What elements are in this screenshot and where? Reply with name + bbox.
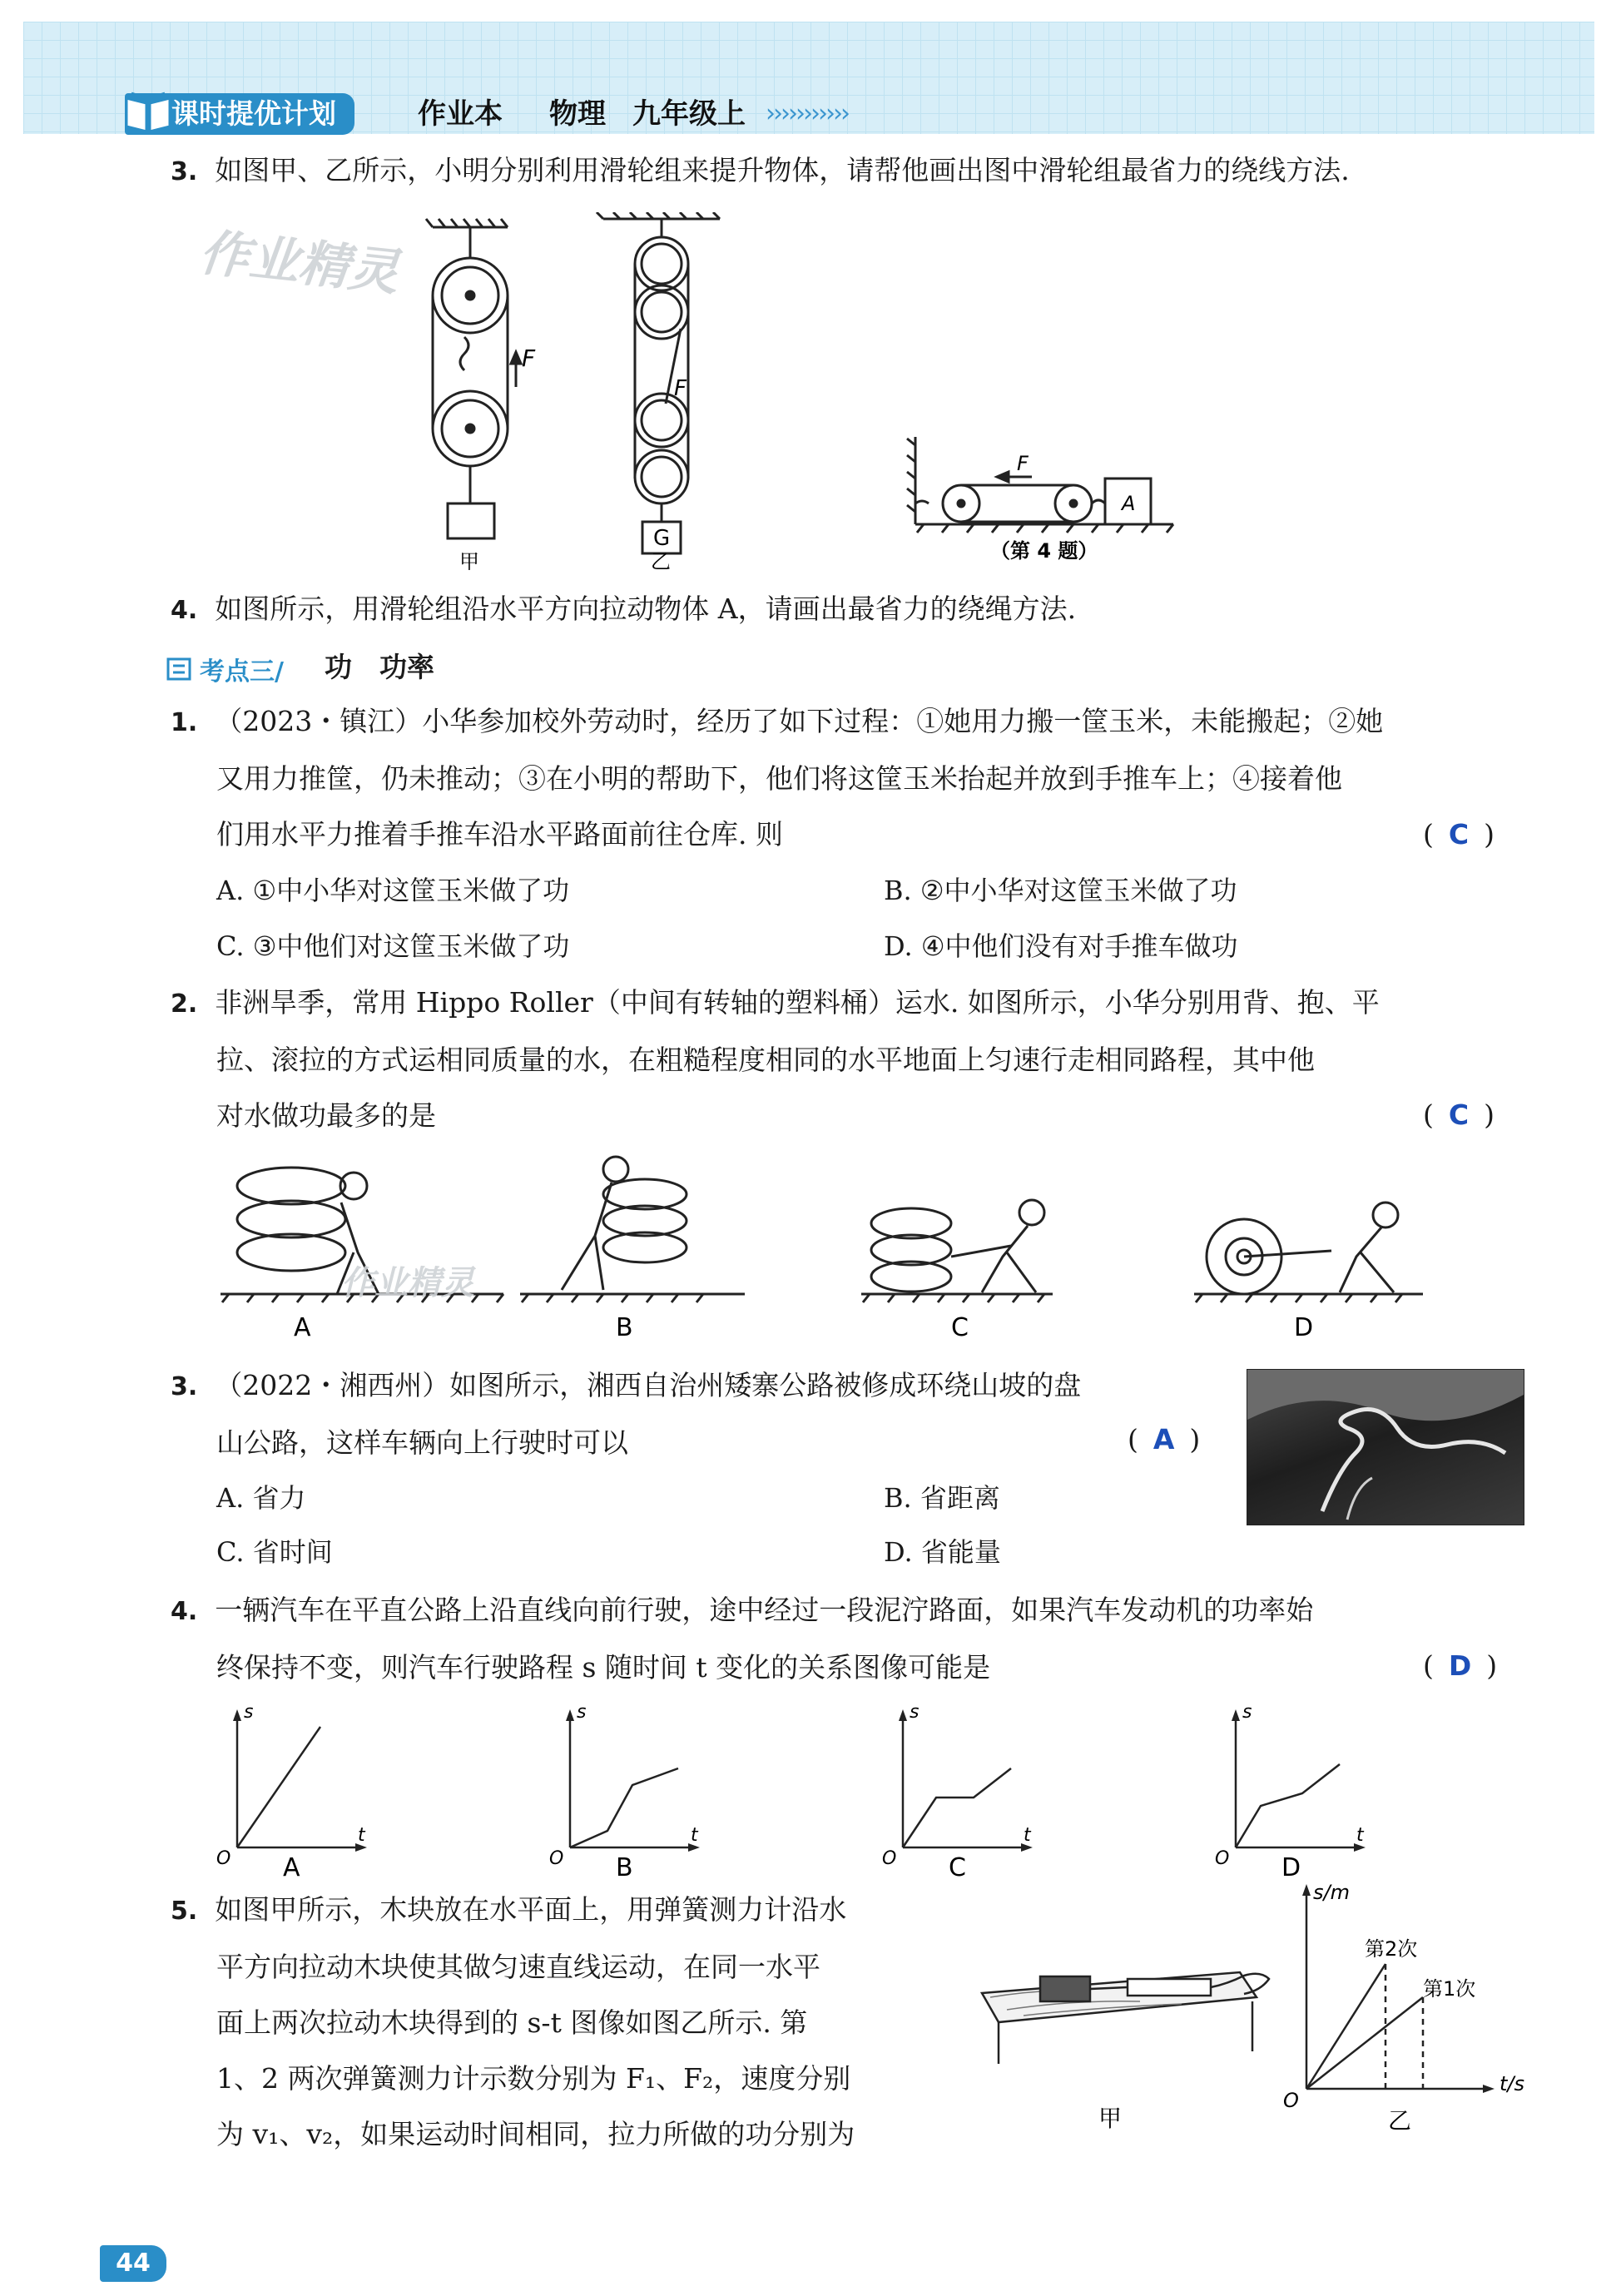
q3-answer: ( A ) [1128, 1423, 1201, 1455]
svg-text:F: F [522, 345, 536, 372]
q1-option-d: D. ④中他们没有对手推车做功 [884, 930, 1238, 962]
header-arrows: ››››››››››› [766, 99, 848, 128]
q2: 2. 非洲旱季，常用 Hippo Roller（中间有转轴的塑料桶）运水. 如图所示，小华分别用背、抱、平 拉、滚拉的方式运相同质量的水，在粗糙程度相同的水平地面上匀速行走相同路程，其中他 对水做功最多的是 [171, 986, 1380, 1132]
svg-text:t: t [1356, 1825, 1364, 1846]
svg-text:s: s [1242, 1702, 1252, 1723]
q4: 4. 一辆汽车在平直公路上沿直线向前行驶，途中经过一段泥泞路面，如果汽车发动机的功率始 终保持不变，则汽车行驶路程 s 随时间 t 变化的关系图像可能是 [171, 1594, 1314, 1684]
pulley-jia [426, 219, 521, 538]
q3-option-b: B. 省距离 [884, 1482, 1000, 1514]
series-1-label: 第1次 [1423, 1977, 1476, 2001]
q2-answer: ( C ) [1423, 1098, 1495, 1131]
series-2-label: 第2次 [1365, 1937, 1418, 1961]
graph-label-c: C [949, 1853, 966, 1881]
q1-option-b: B. ②中小华对这筐玉米做了功 [884, 875, 1237, 906]
q1: 1. （2023・镇江）小华参加校外劳动时，经历了如下过程：①她用力搬一筐玉米，未能搬起；②她 又用力推筐，仍未推动；③在小明的帮助下，他们将这筐玉米抬起并放到手推车上；④接着他 们用水平力推着手推车沿水平路面前往仓库. 则 [171, 705, 1384, 850]
section-tag: 考点三/ [200, 657, 284, 687]
svg-text:O: O [882, 1848, 897, 1869]
svg-text:A: A [1122, 492, 1136, 515]
q4-answer: ( D ) [1423, 1649, 1498, 1682]
graph-label-d: D [1281, 1853, 1301, 1881]
q3: 3. （2022・湘西州）如图所示，湘西自治州矮寨公路被修成环绕山坡的盘 山公路，这样车辆向上行驶时可以 [171, 1369, 1082, 1459]
mountain-road-photo [1247, 1369, 1524, 1525]
q5: 5. 如图甲所示，木块放在水平面上，用弹簧测力计沿水 平方向拉动木块使其做匀速直线运动，在同一水平 面上两次拉动木块得到的 s-t 图像如图乙所示. 第 1、2 两次弹簧测力计示数分别为 F₁、F₂，速度分别 为 v₁、v₂，如果运动时间相同，拉力所做的功分别为 [171, 1893, 855, 2150]
svg-text:s: s [244, 1702, 254, 1723]
svg-text:s: s [577, 1702, 587, 1723]
svg-text:O: O [1215, 1848, 1230, 1869]
q3-option-a: A. 省力 [216, 1482, 306, 1514]
graph-label-a: A [283, 1853, 300, 1881]
label-jia: 甲 [459, 550, 479, 570]
graph-label-b: B [616, 1853, 633, 1881]
watermark: 作业精灵 [196, 223, 402, 303]
watermark-2: 作业精灵 [341, 1264, 474, 1302]
svg-text:t: t [1024, 1825, 1031, 1846]
problem-4-top: 4. 如图所示，用滑轮组沿水平方向拉动物体 A，请画出最省力的绕绳方法. [171, 593, 1077, 625]
fig-label-c: C [951, 1313, 969, 1342]
section-icon [166, 657, 193, 682]
pulley-figures [416, 212, 1182, 570]
fig-label-a: A [294, 1313, 311, 1342]
svg-text:t: t [691, 1825, 698, 1846]
pulley-yi [597, 212, 720, 553]
label-yi: 乙 [651, 550, 671, 570]
page-number: 44 [100, 2245, 166, 2282]
q1-option-c: C. ③中他们对这筐玉米做了功 [216, 930, 570, 962]
q3-option-c: C. 省时间 [216, 1536, 333, 1568]
svg-text:F: F [674, 376, 687, 401]
svg-text:t: t [358, 1825, 365, 1846]
book-icon [123, 87, 173, 136]
hippo-roller-figures [212, 1153, 1577, 1344]
q5-figures [974, 1872, 1556, 2139]
section-title: 功 功率 [325, 651, 434, 683]
fig4-caption: （第 4 题） [990, 539, 1098, 563]
fig-label-d: D [1294, 1313, 1314, 1342]
pulley-horizontal [907, 437, 1173, 533]
svg-text:O: O [549, 1848, 564, 1869]
q5-label-jia: 甲 [1098, 2105, 1123, 2132]
series-logo: 课时提优计划 [125, 93, 354, 135]
grade: 九年级上 [632, 97, 746, 131]
svg-text:O: O [216, 1848, 231, 1869]
svg-text:s/m: s/m [1313, 1881, 1350, 1904]
problem-3-top: 3. 如图甲、乙所示，小明分别利用滑轮组来提升物体，请帮他画出图中滑轮组最省力的绕线方法. [171, 154, 1350, 186]
subject: 物理 [549, 97, 606, 131]
q1-answer: ( C ) [1423, 818, 1495, 850]
q1-option-a: A. ①中小华对这筐玉米做了功 [216, 875, 570, 906]
svg-text:t/s: t/s [1500, 2072, 1524, 2095]
q3-option-d: D. 省能量 [884, 1536, 1001, 1568]
s-t-graphs [212, 1698, 1394, 1881]
svg-text:G: G [653, 526, 671, 551]
svg-text:s: s [910, 1702, 920, 1723]
book-type: 作业本 [418, 97, 503, 131]
q5-label-yi: 乙 [1388, 2107, 1412, 2135]
svg-text:O: O [1283, 2089, 1299, 2112]
fig-label-b: B [616, 1313, 633, 1342]
svg-text:F: F [1017, 452, 1029, 475]
